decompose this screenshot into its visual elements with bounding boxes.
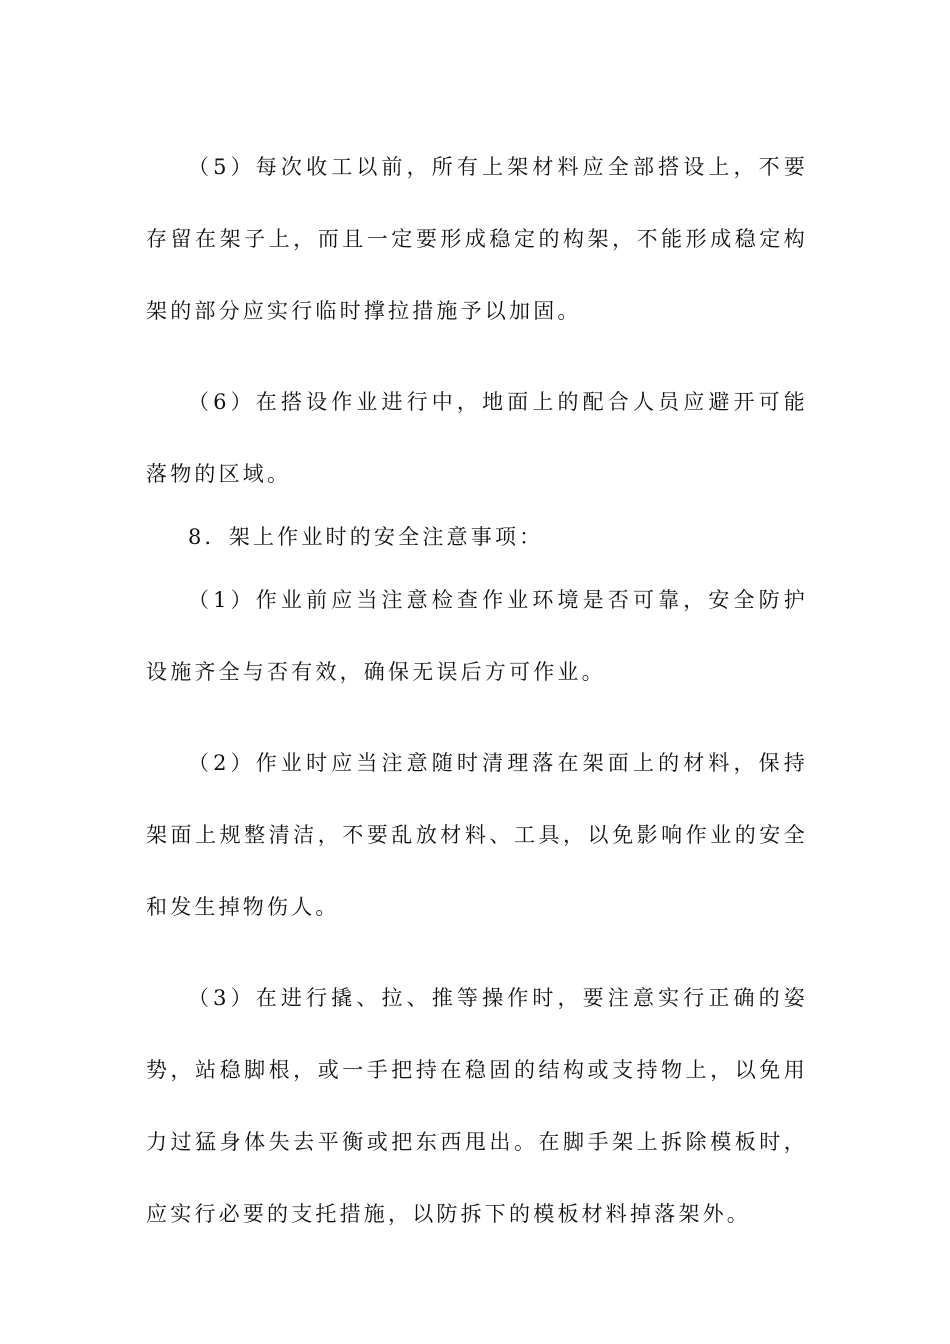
document-body (146, 131, 808, 1269)
paragraph-item-6: （6）在搭设作业进行中，地面上的配合人员应避开可能落物的区域。 (146, 390, 808, 486)
paragraph-item-2: （2）作业时应当注意随时清理落在架面上的材料，保持架面上规整清洁，不要乱放材料、工具，以免影响作业的安全和发生掉物伤人。 (146, 751, 808, 919)
paragraph-item-3: （3）在进行撬、拉、推等操作时，要注意实行正确的姿势，站稳脚根，或一手把持在稳固的结构或支持物上，以免用力过猛身体失去平衡或把东西甩出。在脚手架上拆除模板时，应实行必要的支托措施，以防拆下的模板材料掉落架外。 (146, 986, 808, 1226)
paragraph-item-5: （5）每次收工以前，所有上架材料应全部搭设上，不要存留在架子上，而且一定要形成稳定的构架，不能形成稳定构架的部分应实行临时撑拉措施予以加固。 (146, 155, 808, 323)
section-heading-8: 8．架上作业时的安全注意事项： (188, 525, 544, 549)
paragraph-item-1: （1）作业前应当注意检查作业环境是否可靠，安全防护设施齐全与否有效，确保无误后方可作业。 (146, 588, 808, 684)
